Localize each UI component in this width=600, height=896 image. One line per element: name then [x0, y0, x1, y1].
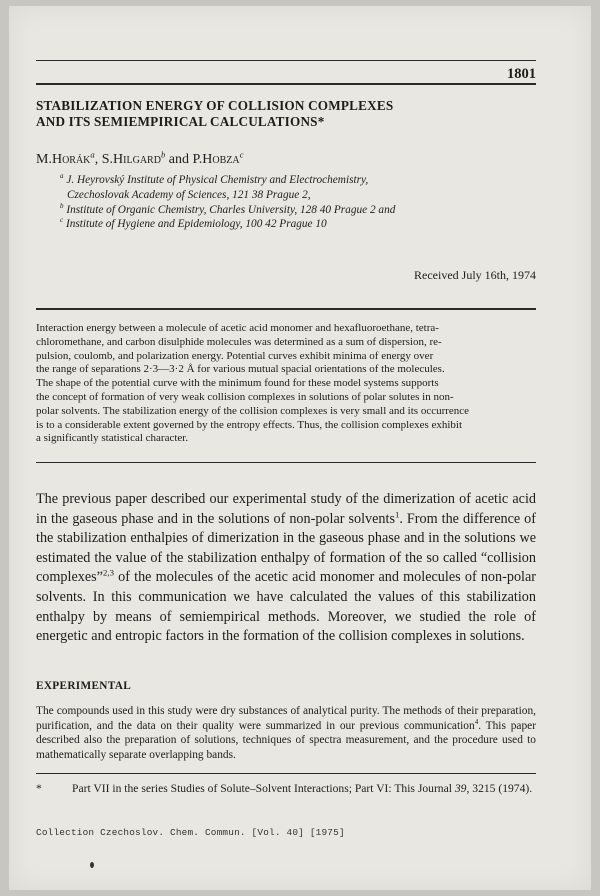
footnote-text: Part VII in the series Studies of Solute–Solvent Interactions; Part VI: This Journal [72, 782, 455, 795]
author-1-initial: M. [36, 152, 52, 167]
header-rule-top [36, 60, 536, 61]
author-conjunction: and [165, 152, 193, 167]
abstract-line: Interaction energy between a molecule of acetic acid monomer and hexafluoroethane, tetra- [36, 322, 439, 334]
title-line-1: STABILIZATION ENERGY OF COLLISION COMPLEXES [36, 98, 394, 113]
abstract-line: The shape of the potential curve with the minimum found for these model systems supports [36, 377, 439, 390]
article-title [36, 98, 393, 130]
affiliation-text: Institute of Hygiene and Epidemiology, 100 42 Prague 10 [65, 218, 327, 231]
journal-footer: Collection Czechoslov. Chem. Commun. [Vol. 40] [1975] [36, 827, 345, 838]
section-heading-experimental: EXPERIMENTAL [36, 680, 132, 692]
author-1-affiliation-mark: a [90, 149, 95, 160]
footnote-mark: * [36, 782, 42, 795]
affiliations [60, 173, 395, 232]
affiliation-mark: c [60, 216, 64, 225]
footnote-volume: 39 [454, 782, 467, 795]
body-text: of the molecules of the acetic acid monomer and molecules of non-polar solvents. In this communication we have calculated the values of this stabilization enthalpy by means of semiempirical methods. Moreover, we studied the role of energetic and entropic factors in the formation of the collision complexes in solutions. [36, 569, 536, 645]
header-rule-bottom [36, 83, 536, 85]
print-speck [90, 862, 94, 868]
introduction-paragraph [36, 490, 536, 647]
abstract-line: pulsion, coulomb, and polarization energy. Potential curves exhibit minima of energy over [36, 349, 434, 362]
footnote-tail: , 3215 (1974). [466, 782, 533, 795]
abstract-rule-top [36, 308, 536, 310]
author-3-initial: P. [192, 152, 203, 167]
abstract-line: the range of separations 2·3—3·2 Å for various mutual spacial orientations of the molecules. [36, 363, 445, 376]
body-text: The previous paper described our experimental study of the dimerization of acetic acid in the gaseous phase and in the solutions of non-polar solvents [36, 491, 536, 527]
author-1-name: Horák [51, 152, 91, 167]
title-line-2: AND ITS SEMIEMPIRICAL CALCULATIONS* [36, 114, 325, 129]
affiliation-text: Institute of Organic Chemistry, Charles University, 128 40 Prague 2 and [66, 203, 396, 216]
affiliation-line [60, 203, 395, 218]
author-3-name: Hobza [202, 152, 240, 167]
body-text: . From the difference of the stabilization enthalpies of dimerization in the gaseous phase and in the solutions we estimated the value of the stabilization enthalpy of formation of the so called “collision complexes” [36, 510, 536, 586]
journal-page [9, 6, 591, 890]
abstract-rule-bottom [36, 462, 536, 463]
abstract-line: is to a considerable extent governed by the entropy effects. Thus, the collision complexes exhibit [36, 418, 463, 431]
abstract-line: the concept of formation of very weak collision complexes in solutions of polar solutes in non- [36, 390, 454, 403]
author-2-affiliation-mark: b [160, 149, 166, 160]
affiliation-text: J. Heyrovský Institute of Physical Chemistry and Electrochemistry, [66, 174, 369, 186]
reference-mark: 2,3 [102, 567, 114, 578]
author-separator: , [94, 152, 102, 167]
author-2-initial: S. [101, 152, 114, 167]
abstract-line: a significantly statistical character. [36, 432, 189, 445]
affiliation-line [60, 188, 395, 203]
experimental-paragraph [36, 704, 536, 762]
footnote-rule [36, 773, 536, 774]
affiliation-line [60, 173, 395, 188]
page-number: 1801 [507, 66, 536, 82]
body-text: . This paper described also the preparation of solutions, techniques of spectra measurement, and the procedure used to mathematically separate overlapping bands. [36, 719, 536, 761]
reference-mark: 4 [474, 717, 479, 726]
affiliation-text: Czechoslovak Academy of Sciences, 121 38 Prague 2, [67, 188, 311, 201]
author-2-name: Hilgard [113, 152, 161, 167]
abstract-line: chloromethane, and carbon disulphide molecules was determined as a sum of dispersion, re- [36, 335, 442, 348]
affiliation-line [60, 217, 395, 232]
author-list [36, 149, 244, 168]
footnote [36, 781, 536, 796]
received-date: Received July 16th, 1974 [414, 268, 536, 282]
abstract-line: polar solvents. The stabilization energy of the collision complexes is very small and its occurrence [36, 404, 470, 417]
author-3-affiliation-mark: c [239, 149, 244, 160]
abstract [36, 322, 536, 446]
reference-mark: 1 [394, 508, 400, 519]
affiliation-mark: b [60, 201, 64, 210]
body-text: The compounds used in this study were dry substances of analytical purity. The methods of their preparation, purification, and the data on their quality were summarized in our previous communication [36, 705, 536, 732]
affiliation-mark: a [60, 172, 64, 181]
